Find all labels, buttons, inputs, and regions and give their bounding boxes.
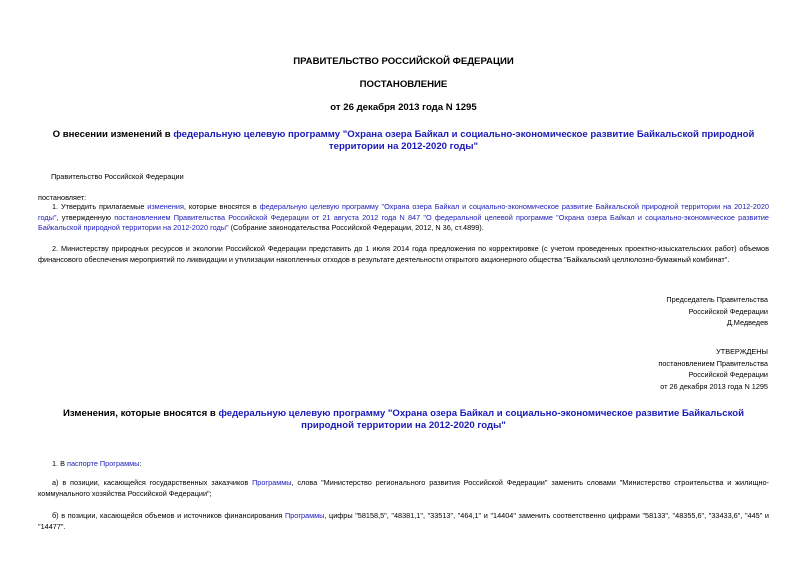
document-type: ПОСТАНОВЛЕНИЕ bbox=[359, 79, 448, 90]
approved-block bbox=[508, 346, 768, 392]
document-title-prefix: О внесении изменений в bbox=[52, 129, 174, 140]
program-link[interactable]: федеральную целевую программу "Охрана озера Байкал и социально-экономическое развитие Байкальской природной территории на 2012-2020 годы" bbox=[173, 129, 755, 152]
changes-item-b-suffix: , цифры "58158,5", "48381,1", "33513", "464,1" и "14404" заменить соответственно цифрами "58133", "48355,6", "33433,6", "445" и "14477". bbox=[38, 511, 769, 531]
approved-line-4: от 26 декабря 2013 года N 1295 bbox=[660, 381, 768, 391]
item-2-text: 2. Министерству природных ресурсов и экологии Российской Федерации представить до 1 июля 2014 года предложения по корректировке (с учетом проведенных проектно-изыскательских работ) объемов финансового обеспечения мероприятий по ликвидации и утилизации накопленных отходов в результате деятельности открытого акционерного общества "Байкальский целлюлозно-бумажный комбинат". bbox=[38, 244, 769, 264]
approved-line-2: постановлением Правительства bbox=[658, 358, 768, 368]
approved-line-3: Российской Федерации bbox=[688, 370, 768, 380]
item-1-text-c: , утвержденную bbox=[56, 212, 115, 222]
government-line: Правительство Российской Федерации bbox=[51, 172, 184, 181]
resolves-line: постановляет: bbox=[38, 193, 87, 202]
signature-line-2: Российской Федерации bbox=[688, 306, 768, 316]
changes-item-1 bbox=[38, 459, 769, 470]
signature-line-3: Д.Медведев bbox=[726, 318, 768, 328]
program-link-5[interactable]: Программы bbox=[284, 511, 325, 520]
document-date-number: от 26 декабря 2013 года N 1295 bbox=[330, 102, 477, 113]
item-1-text-b: , которые вносятся в bbox=[183, 202, 260, 211]
item-1-paragraph bbox=[38, 202, 769, 234]
changes-item-a-suffix: , слова "Министерство регионального развития Российской Федерации" заменить словами "Министерство строительства и жилищно-коммунального хозяйства Российской Федерации"; bbox=[38, 478, 769, 498]
changes-item-b bbox=[38, 511, 769, 532]
program-link-3[interactable]: федеральную целевую программу "Охрана озера Байкал и социально-экономическое развитие Байкальской природной территории на 2012-2020 годы" bbox=[218, 408, 745, 431]
resolution-847-link[interactable]: постановлением Правительства Российской Федерации от 21 августа 2012 года N 847 "О федеральной целевой программе "Охрана озера Байкал и социально-экономическое развитие Байкальской природной территории на 2012-2020 годы" bbox=[38, 212, 769, 233]
signature-block bbox=[508, 294, 768, 329]
government-heading: ПРАВИТЕЛЬСТВО РОССИЙСКОЙ ФЕДЕРАЦИИ bbox=[293, 56, 514, 67]
program-link-2[interactable]: федеральную целевую программу "Охрана озера Байкал и социально-экономическое развитие Байкальской природной территории на 2012-2020 годы" bbox=[38, 202, 769, 222]
item-1-text-a: 1. Утвердить прилагаемые bbox=[52, 202, 148, 211]
changes-link[interactable]: изменения bbox=[147, 202, 184, 211]
changes-item-1-prefix: 1. В bbox=[52, 459, 68, 468]
item-2-paragraph bbox=[38, 244, 769, 265]
changes-title bbox=[40, 408, 767, 432]
passport-link[interactable]: паспорте Программы bbox=[67, 459, 140, 468]
changes-item-a bbox=[38, 478, 769, 499]
changes-item-1-suffix: : bbox=[139, 459, 142, 468]
item-1-text-d: (Собрание законодательства Российской Федерации, 2012, N 36, ст.4899). bbox=[228, 223, 484, 233]
changes-item-b-prefix: б) в позиции, касающейся объемов и источников финансирования bbox=[52, 511, 285, 520]
program-link-4[interactable]: Программы bbox=[252, 478, 292, 487]
document-title bbox=[40, 129, 767, 153]
changes-item-a-prefix: а) в позиции, касающейся государственных заказчиков bbox=[52, 478, 253, 487]
approved-line-1: УТВЕРЖДЕНЫ bbox=[716, 347, 768, 356]
signature-line-1: Председатель Правительства bbox=[666, 295, 768, 304]
changes-title-prefix: Изменения, которые вносятся в bbox=[62, 408, 219, 419]
